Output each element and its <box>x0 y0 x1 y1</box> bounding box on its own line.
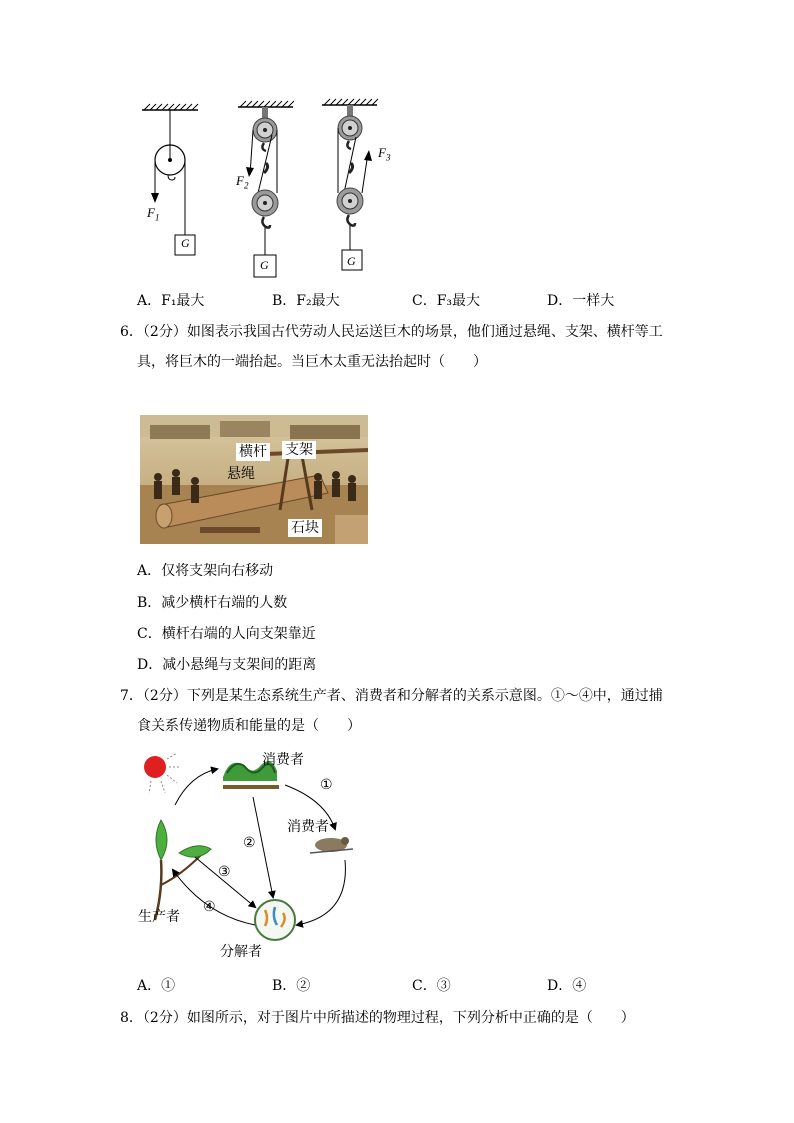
label-g2: G <box>260 258 269 272</box>
label-consumer-1: 消费者 <box>262 752 304 768</box>
label-num-2: ② <box>243 835 256 851</box>
decomposer-icon <box>255 900 295 940</box>
label-f2: $F_2$ <box>236 173 249 191</box>
sun-icon <box>144 753 181 793</box>
label-num-3: ③ <box>218 864 231 880</box>
q7-option-b[interactable]: B．② <box>272 978 311 994</box>
q5-option-a[interactable]: A．F₁最大 <box>137 293 205 309</box>
q7-stem-line2: 食关系传递物质和能量的是（ ） <box>137 718 361 734</box>
label-g1: G <box>181 236 190 250</box>
q7-option-d[interactable]: D．④ <box>547 978 587 994</box>
bird-icon <box>310 837 353 853</box>
label-num-1: ① <box>320 777 333 793</box>
photo-label-stone: 石块 <box>288 519 322 537</box>
label-consumer-2: 消费者 <box>287 819 329 835</box>
q5-option-b[interactable]: B．F₂最大 <box>272 293 340 309</box>
label-num-4: ④ <box>203 899 216 915</box>
label-decomposer: 分解者 <box>220 944 262 960</box>
ancient-lifting-photo <box>140 415 368 544</box>
photo-label-lever: 横杆 <box>236 443 270 461</box>
q5-option-c[interactable]: C．F₃最大 <box>412 293 481 309</box>
ecosystem-diagram <box>135 745 375 965</box>
pulley-figure <box>130 95 400 285</box>
q6-stem-line2: 具，将巨木的一端抬起。当巨木太重无法抬起时（ ） <box>137 354 487 370</box>
q7-stem-line1: 7．（2分）下列是某生态系统生产者、消费者和分解者的关系示意图。①～④中，通过捕 <box>120 688 663 704</box>
photo-label-rope: 悬绳 <box>227 466 255 482</box>
label-g3: G <box>347 254 356 268</box>
pulley-1 <box>142 104 198 255</box>
q7-option-c[interactable]: C．③ <box>412 978 451 994</box>
q6-option-a[interactable]: A．仅将支架向右移动 <box>137 563 274 579</box>
label-f1: $F_1$ <box>147 205 160 223</box>
photo-label-support: 支架 <box>282 441 316 459</box>
q6-stem-line1: 6．（2分）如图表示我国古代劳动人民运送巨木的场景，他们通过悬绳、支架、横杆等工 <box>120 324 663 340</box>
label-f3: $F_3$ <box>378 145 391 163</box>
q6-option-c[interactable]: C．横杆右端的人向支架靠近 <box>137 626 316 642</box>
q8-stem-line1: 8．（2分）如图所示，对于图片中所描述的物理过程，下列分析中正确的是（ ） <box>120 1010 635 1026</box>
q5-option-d[interactable]: D．一样大 <box>547 293 615 309</box>
q7-option-a[interactable]: A．① <box>137 978 176 994</box>
pulley-3 <box>322 99 378 270</box>
q6-option-d[interactable]: D．减小悬绳与支架间的距离 <box>137 657 317 673</box>
label-producer: 生产者 <box>138 909 180 925</box>
q6-option-b[interactable]: B．减少横杆右端的人数 <box>137 595 288 611</box>
